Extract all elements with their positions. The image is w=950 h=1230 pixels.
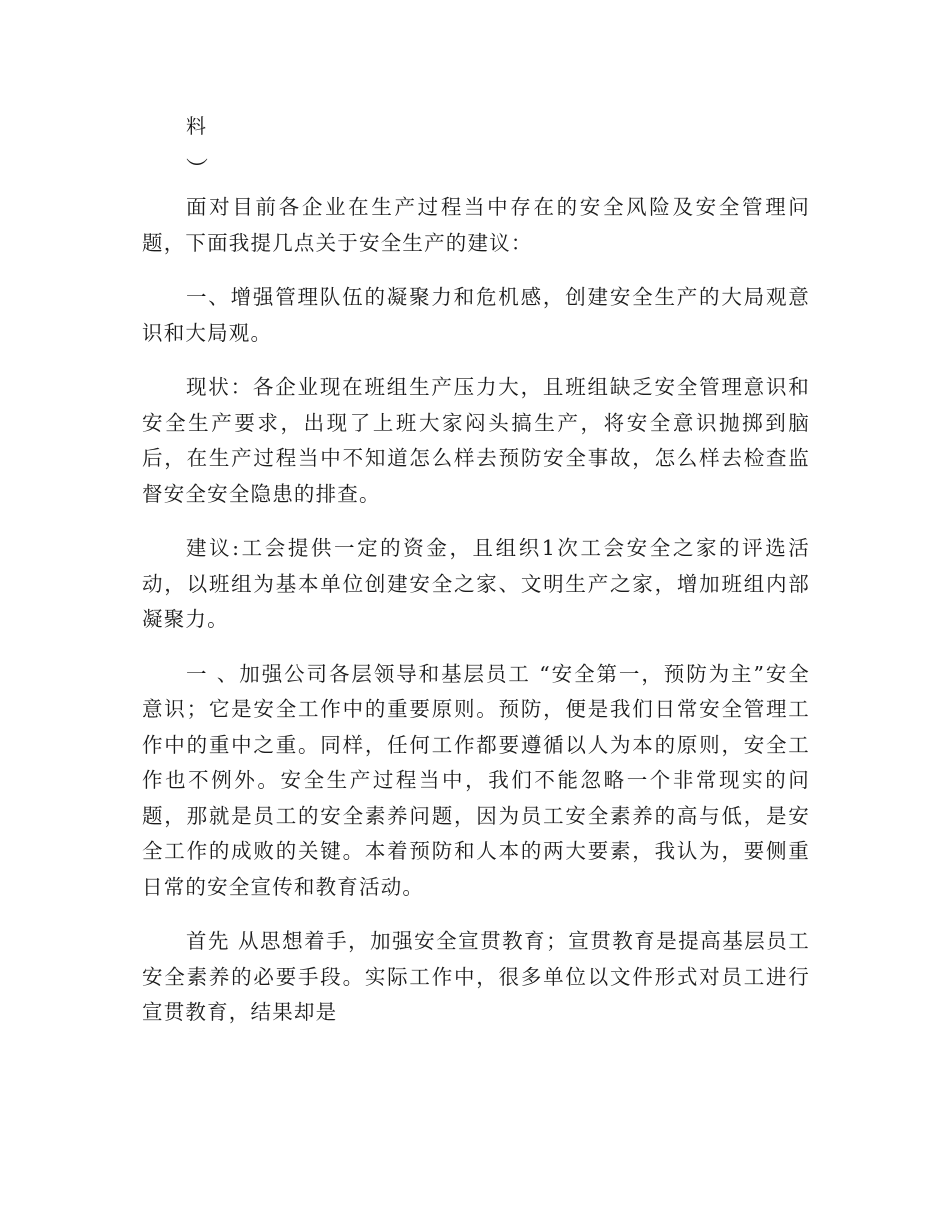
paragraph-heading-2: 一 、加强公司各层领导和基层员工 “安全第一，预防为主”安全意识；它是安全工作中的重要原则。预防，便是我们日常安全管理工作中的重中之重。同样，任何工作都要遵循以人为本的原则，安全工作也不例外。安全生产过程当中，我们不能忽略一个非常现实的问题，那就是员工的安全素养问题，因为员工安全素养的高与低，是安全工作的成败的关键。本着预防和人本的两大要素，我认为，要侧重日常的安全宣传和教育活动。 xyxy=(142,661,810,899)
closing-bracket-fragment: ︶ xyxy=(186,158,209,183)
paragraph-suggestion: 建议:工会提供一定的资金，且组织1次工会安全之家的评选活动，以班组为基本单位创建安全之家、文明生产之家，增加班组内部凝聚力。 xyxy=(142,536,810,631)
paragraph-heading-1: 一、增强管理队伍的凝聚力和危机感，创建安全生产的大局观意识和大局观。 xyxy=(142,285,810,345)
paragraph-status: 现状：各企业现在班组生产压力大，且班组缺乏安全管理意识和安全生产要求，出现了上班大家闷头搞生产，将安全意识抛掷到脑后，在生产过程当中不知道怎么样去预防安全事故，怎么样去检查监督安全安全隐患的排查。 xyxy=(142,375,810,506)
document-body xyxy=(142,190,810,1050)
paragraph-first: 首先 从思想着手，加强安全宣贯教育；宣贯教育是提高基层员工安全素养的必要手段。实际工作中，很多单位以文件形式对员工进行宣贯教育，结果却是 xyxy=(142,929,810,1024)
text-fragment: 料 xyxy=(186,114,206,138)
paragraph-intro: 面对目前各企业在生产过程当中存在的安全风险及安全管理问题，下面我提几点关于安全生产的建议： xyxy=(142,195,810,255)
